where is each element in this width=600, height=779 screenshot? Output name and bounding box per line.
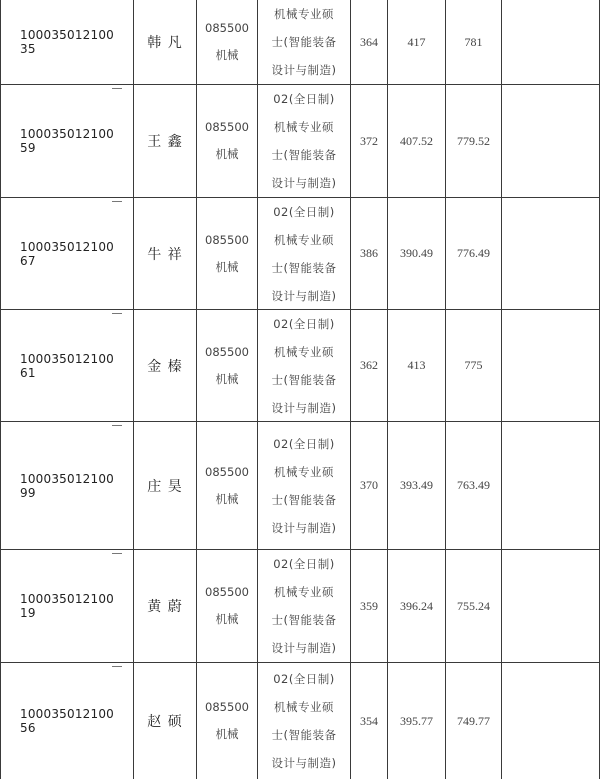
major-code: 085500 bbox=[205, 700, 249, 714]
initial-score: 354 bbox=[360, 713, 378, 728]
retest-score: 393.49 bbox=[400, 478, 433, 492]
table-row bbox=[0, 550, 600, 663]
major-cell bbox=[197, 550, 257, 662]
major-code: 085500 bbox=[205, 232, 249, 247]
row-separator-tick bbox=[112, 313, 122, 314]
candidate-id: 100035012100 19 bbox=[20, 592, 115, 620]
major-code: 085500 bbox=[205, 585, 249, 599]
study-mode-line: 机械专业硕 bbox=[274, 120, 334, 134]
empty-cell bbox=[502, 550, 599, 662]
study-mode-cell bbox=[258, 0, 350, 84]
study-mode-line: 02(全日制) bbox=[273, 316, 335, 331]
candidate-name: 赵 硕 bbox=[147, 714, 183, 730]
study-mode-line: 机械专业硕 bbox=[274, 585, 334, 599]
major-cell bbox=[197, 422, 257, 549]
major-cell bbox=[197, 0, 257, 84]
total-score: 776.49 bbox=[457, 246, 490, 260]
total-score: 755.24 bbox=[457, 598, 490, 613]
empty-cell bbox=[502, 198, 599, 309]
study-mode-line: 机械专业硕 bbox=[274, 464, 334, 479]
table-row bbox=[0, 310, 600, 422]
study-mode-line: 士(智能装备 bbox=[271, 372, 337, 387]
retest-score: 396.24 bbox=[400, 598, 433, 613]
study-mode-cell bbox=[258, 422, 350, 549]
study-mode-line: 士(智能装备 bbox=[271, 728, 337, 742]
candidate-id: 100035012100 99 bbox=[20, 471, 115, 500]
major-code: 085500 bbox=[205, 464, 249, 479]
row-separator-tick bbox=[112, 553, 122, 554]
initial-score: 362 bbox=[360, 358, 378, 372]
study-mode-line: 设计与制造) bbox=[271, 520, 337, 535]
table-row bbox=[0, 0, 600, 85]
table-row bbox=[0, 422, 600, 550]
retest-score: 417 bbox=[407, 34, 426, 49]
study-mode-line: 士(智能装备 bbox=[271, 492, 337, 507]
candidate-id: 100035012100 67 bbox=[20, 239, 115, 268]
table-row bbox=[0, 85, 600, 198]
initial-score: 386 bbox=[360, 246, 378, 260]
row-separator-tick bbox=[112, 425, 122, 426]
study-mode-line: 02(全日制) bbox=[273, 557, 335, 571]
candidate-name: 庄 昊 bbox=[147, 478, 183, 495]
major-name: 机械 bbox=[215, 259, 239, 274]
retest-score: 395.77 bbox=[400, 713, 433, 728]
candidate-id: 100035012100 59 bbox=[20, 127, 115, 155]
study-mode-line: 02(全日制) bbox=[273, 436, 335, 451]
candidate-name: 黄 蔚 bbox=[147, 599, 183, 615]
major-name: 机械 bbox=[215, 147, 239, 161]
study-mode-line: 士(智能装备 bbox=[271, 148, 337, 162]
study-mode-line: 设计与制造) bbox=[271, 176, 337, 190]
study-mode-cell bbox=[258, 663, 350, 779]
major-cell bbox=[197, 85, 257, 197]
candidate-id: 100035012100 35 bbox=[20, 28, 115, 56]
candidate-name: 王 鑫 bbox=[147, 134, 183, 150]
total-score: 779.52 bbox=[457, 133, 490, 148]
initial-score: 359 bbox=[360, 598, 378, 613]
empty-cell bbox=[502, 422, 599, 549]
study-mode-line: 机械专业硕 bbox=[274, 344, 334, 359]
row-separator-tick bbox=[112, 666, 122, 667]
candidate-name: 金 榛 bbox=[147, 358, 183, 375]
study-mode-line: 设计与制造) bbox=[271, 63, 337, 77]
total-score: 775 bbox=[464, 358, 483, 372]
initial-score: 370 bbox=[360, 478, 378, 492]
study-mode-line: 设计与制造) bbox=[271, 641, 337, 655]
total-score: 781 bbox=[464, 34, 483, 49]
study-mode-line: 02(全日制) bbox=[273, 204, 335, 219]
row-separator-tick bbox=[112, 201, 122, 202]
study-mode-line: 士(智能装备 bbox=[271, 35, 337, 49]
empty-cell bbox=[502, 663, 599, 779]
initial-score: 372 bbox=[360, 133, 378, 148]
table-row bbox=[0, 663, 600, 779]
study-mode-line: 士(智能装备 bbox=[271, 613, 337, 627]
major-name: 机械 bbox=[215, 612, 239, 626]
major-code: 085500 bbox=[205, 21, 249, 35]
empty-cell bbox=[502, 85, 599, 197]
study-mode-line: 设计与制造) bbox=[271, 288, 337, 303]
major-code: 085500 bbox=[205, 344, 249, 359]
candidate-name: 韩 凡 bbox=[147, 35, 183, 51]
major-name: 机械 bbox=[215, 48, 239, 62]
major-name: 机械 bbox=[215, 727, 239, 741]
major-code: 085500 bbox=[205, 120, 249, 134]
study-mode-line: 设计与制造) bbox=[271, 756, 337, 770]
major-cell bbox=[197, 198, 257, 309]
study-mode-line: 设计与制造) bbox=[271, 400, 337, 415]
retest-score: 413 bbox=[407, 358, 426, 372]
study-mode-cell bbox=[258, 310, 350, 421]
empty-cell bbox=[502, 310, 599, 421]
candidate-id: 100035012100 61 bbox=[20, 351, 115, 380]
study-mode-cell bbox=[258, 198, 350, 309]
study-mode-line: 02(全日制) bbox=[273, 92, 335, 106]
retest-score: 390.49 bbox=[400, 246, 433, 260]
study-mode-cell bbox=[258, 550, 350, 662]
major-cell bbox=[197, 663, 257, 779]
table-row bbox=[0, 198, 600, 310]
candidate-name: 牛 祥 bbox=[147, 246, 183, 263]
empty-cell bbox=[502, 0, 599, 84]
study-mode-line: 机械专业硕 bbox=[274, 7, 334, 21]
study-mode-cell bbox=[258, 85, 350, 197]
total-score: 763.49 bbox=[457, 478, 490, 492]
major-cell bbox=[197, 310, 257, 421]
initial-score: 364 bbox=[360, 34, 378, 49]
study-mode-line: 机械专业硕 bbox=[274, 700, 334, 714]
study-mode-line: 机械专业硕 bbox=[274, 232, 334, 247]
major-name: 机械 bbox=[215, 491, 239, 506]
total-score: 749.77 bbox=[457, 713, 490, 728]
row-separator-tick bbox=[112, 88, 122, 89]
major-name: 机械 bbox=[215, 371, 239, 386]
retest-score: 407.52 bbox=[400, 133, 433, 148]
study-mode-line: 士(智能装备 bbox=[271, 260, 337, 275]
candidate-id: 100035012100 56 bbox=[20, 707, 115, 735]
study-mode-line: 02(全日制) bbox=[273, 672, 335, 686]
